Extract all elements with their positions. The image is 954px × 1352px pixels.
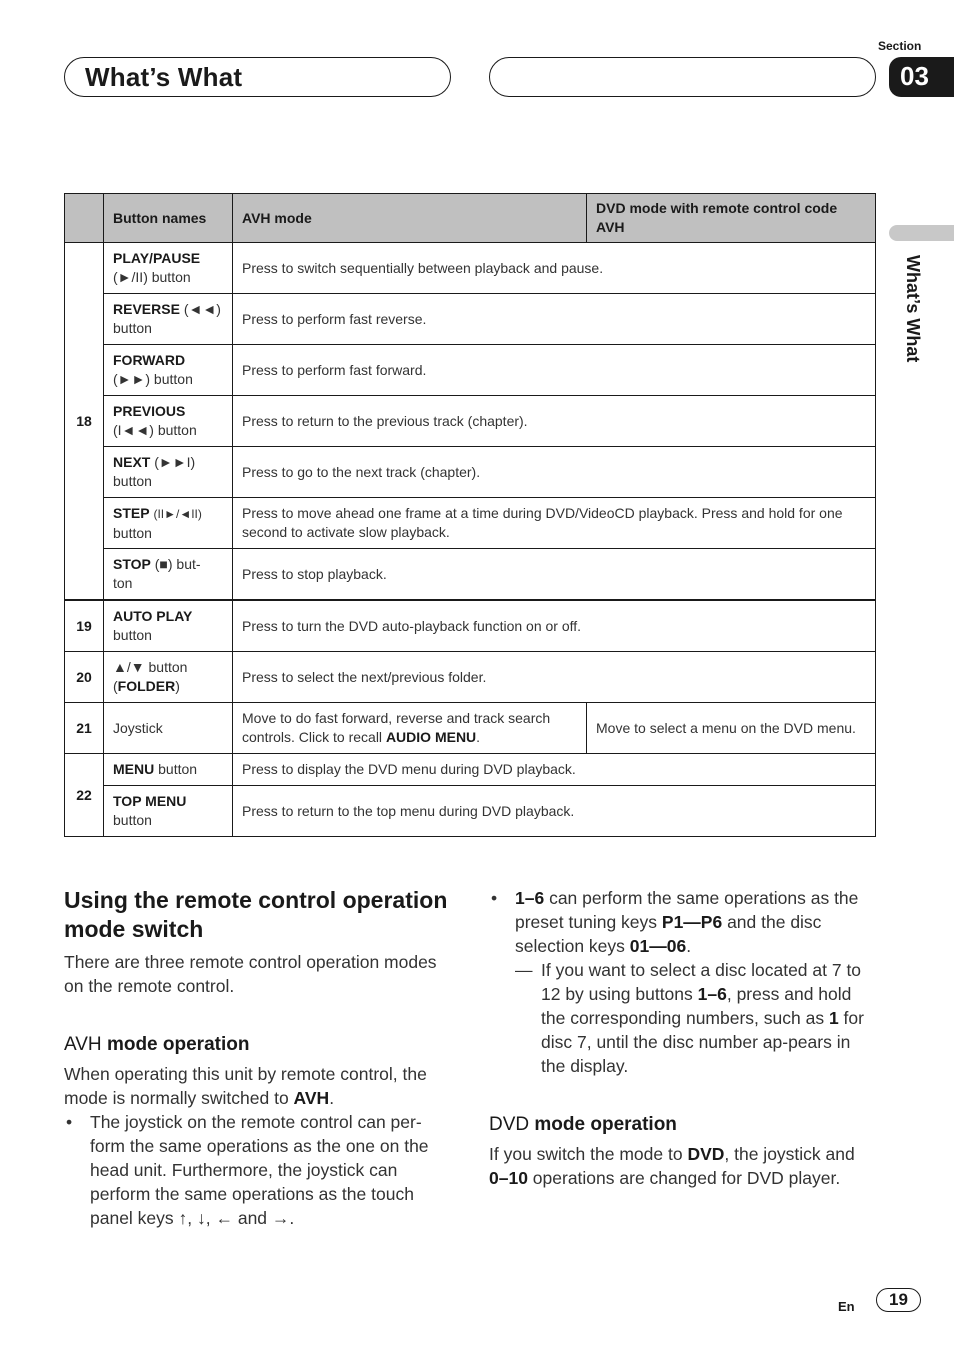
- bold-text: DVD: [687, 1144, 725, 1164]
- button-name-bold: NEXT: [113, 454, 151, 470]
- bold-text: 1: [828, 1008, 839, 1028]
- button-name-bold: STOP: [113, 556, 151, 572]
- bold-text: P1—P6: [661, 912, 723, 932]
- side-tab: [889, 225, 954, 241]
- table-row: [65, 703, 876, 754]
- dvd-heading: [489, 1114, 879, 1136]
- button-name: [104, 754, 233, 786]
- button-name-rest: button: [113, 812, 152, 828]
- avh-heading-text: mode operation: [106, 1034, 250, 1055]
- bold-text: 1–6: [515, 888, 545, 908]
- table-row: [65, 243, 876, 294]
- header-num: [65, 194, 104, 243]
- table-row: [65, 600, 876, 652]
- row-number: 20: [65, 652, 104, 703]
- side-label: [897, 255, 925, 405]
- dash-text: for disc 7, until the disc number ap-pears in the display.: [541, 1008, 864, 1076]
- table-row: [65, 549, 876, 601]
- dvd-text: , the joystick and: [724, 1144, 855, 1164]
- table-row: [65, 294, 876, 345]
- button-name: [104, 498, 233, 549]
- bullet-dot: •: [66, 1112, 73, 1132]
- intro-paragraph: There are three remote control operation modes on the remote control.: [64, 952, 437, 996]
- button-name: [104, 345, 233, 396]
- row-number: 21: [65, 703, 104, 754]
- button-name: [104, 396, 233, 447]
- bold-text: 01—06: [629, 936, 687, 956]
- table-header-row: [65, 194, 876, 243]
- table-row: [65, 345, 876, 396]
- button-name-rest: ▲/▼ button: [113, 659, 188, 675]
- button-name-bold: AUTO PLAY: [113, 608, 193, 624]
- button-name-bold: FORWARD: [113, 352, 186, 368]
- button-desc: Press to perform fast forward.: [233, 345, 876, 396]
- table-row: [65, 498, 876, 549]
- bullet-dot: •: [491, 888, 498, 908]
- bullet-text: and the disc selection keys: [515, 912, 822, 956]
- button-name-bold: PREVIOUS: [113, 403, 186, 419]
- button-name: [104, 243, 233, 294]
- button-name: [104, 549, 233, 601]
- button-name-rest: button: [113, 627, 152, 643]
- dvd-desc: Move to select a menu on the DVD menu.: [587, 703, 876, 754]
- table-row: [65, 447, 876, 498]
- button-name-bold: TOP MENU: [113, 793, 187, 809]
- button-name: [104, 600, 233, 652]
- list-item: • 1–6 can perform the same operations as the preset tuning keys P1—P6 and the disc selection keys 01—06.: [491, 888, 859, 956]
- title-pill: [64, 57, 451, 97]
- dash-item: [489, 958, 879, 1078]
- header-avh-mode: AVH mode: [233, 194, 587, 243]
- button-name-rest: (I◄◄) button: [113, 422, 197, 438]
- dvd-heading-mode: DVD: [489, 1114, 530, 1135]
- dash-text: If you want to select a disc located at 7 to 12 by using buttons: [541, 960, 862, 1004]
- button-desc: Press to return to the top menu during DVD playback.: [233, 786, 876, 837]
- button-name-bold: STEP: [113, 504, 150, 521]
- bullet-text: can perform the same operations as the preset tuning keys: [515, 888, 859, 932]
- row-number: 19: [65, 600, 104, 652]
- bold-text: 0–10: [489, 1168, 528, 1188]
- button-name-rest2: button: [113, 320, 152, 336]
- avh-paragraph: When operating this unit by remote control, the mode is normally switched to AVH.: [64, 1064, 427, 1108]
- page-number-pill: [876, 1288, 921, 1312]
- row-number: 18: [65, 243, 104, 601]
- section-heading: Using the remote control operation mode switch: [64, 887, 448, 942]
- avh-paragraph-text: When operating this unit by remote control, the mode is normally switched to: [64, 1064, 427, 1108]
- dvd-text: operations are changed for DVD player.: [527, 1168, 841, 1188]
- list-item: [64, 1110, 454, 1230]
- dvd-heading-text: mode operation: [534, 1114, 677, 1135]
- side-label-text: What’s What: [903, 255, 923, 363]
- table-row: [65, 396, 876, 447]
- button-desc: Press to perform fast reverse.: [233, 294, 876, 345]
- button-name-rest: (►►I): [154, 454, 196, 470]
- button-name-rest2: button: [113, 524, 152, 541]
- header-button-names: Button names: [104, 194, 233, 243]
- section-number: 03: [900, 61, 929, 91]
- button-name: [104, 447, 233, 498]
- button-desc: Press to go to the next track (chapter).: [233, 447, 876, 498]
- bold-text: 1–6: [697, 984, 727, 1004]
- page-title: What’s What: [85, 62, 243, 92]
- bullet-text: The joystick on the remote control can per-form the same operations as the one on the head unit. Furthermore, the joystick can perform the same operations as the touch panel keys ↑, ↓, ← and →.: [90, 1112, 429, 1228]
- avh-desc-text: Move to do fast forward, reverse and track search controls. Click to recall: [242, 710, 551, 745]
- button-desc: Press to switch sequentially between playback and pause.: [233, 243, 876, 294]
- button-desc: Press to move ahead one frame at a time during DVD/VideoCD playback. Press and hold for one second to activate slow playback.: [233, 498, 876, 549]
- button-table: [64, 193, 876, 837]
- header-dvd-mode: DVD mode with remote control code AVH: [587, 194, 876, 243]
- header-right-pill: [489, 57, 876, 97]
- button-desc: Press to turn the DVD auto-playback function on or off.: [233, 600, 876, 652]
- section-tab: [889, 57, 954, 97]
- dash-text: , press and hold the corresponding numbers, such as: [541, 984, 852, 1028]
- row-number: 22: [65, 754, 104, 837]
- avh-heading-mode: AVH: [64, 1034, 102, 1055]
- button-name-rest: (◄◄): [183, 301, 221, 317]
- dvd-text: If you switch the mode to: [489, 1144, 688, 1164]
- button-desc: Press to select the next/previous folder.: [233, 652, 876, 703]
- table-row: [65, 786, 876, 837]
- dash-mark: —: [515, 960, 533, 980]
- right-column: [489, 886, 879, 1190]
- button-name: Joystick: [104, 703, 233, 754]
- button-desc: Press to display the DVD menu during DVD playback.: [233, 754, 876, 786]
- table-row: [65, 754, 876, 786]
- table-row: [65, 652, 876, 703]
- section-label: Section: [878, 39, 922, 53]
- button-desc: Press to stop playback.: [233, 549, 876, 601]
- button-name-rest: (►►) button: [113, 371, 193, 387]
- avh-bold: AVH: [293, 1088, 330, 1108]
- button-name: [104, 786, 233, 837]
- button-name-rest: (■) but-: [154, 556, 201, 572]
- left-column: [64, 886, 454, 1230]
- button-name-bold: FOLDER: [117, 678, 176, 694]
- button-name-rest2: ton: [113, 575, 133, 591]
- language-label: En: [838, 1299, 855, 1314]
- button-name-bold: PLAY/PAUSE: [113, 250, 201, 266]
- button-name-rest2: button: [113, 473, 152, 489]
- button-name: [104, 294, 233, 345]
- dvd-paragraph: [489, 1142, 879, 1190]
- button-name-bold: REVERSE: [113, 301, 180, 317]
- button-name-rest: button: [158, 761, 198, 777]
- button-desc: Press to return to the previous track (chapter).: [233, 396, 876, 447]
- button-name-bold: MENU: [113, 761, 155, 777]
- button-name-rest: (II►/◄II): [153, 506, 202, 521]
- page-number: 19: [889, 1290, 908, 1309]
- button-name-rest: (►/II) button: [113, 269, 191, 285]
- avh-heading: [64, 1034, 454, 1056]
- button-name: ▲/▼ button (FOLDER): [104, 652, 233, 703]
- avh-desc: Move to do fast forward, reverse and track search controls. Click to recall AUDIO MENU.: [233, 703, 587, 754]
- audio-menu-label: AUDIO MENU: [385, 729, 477, 745]
